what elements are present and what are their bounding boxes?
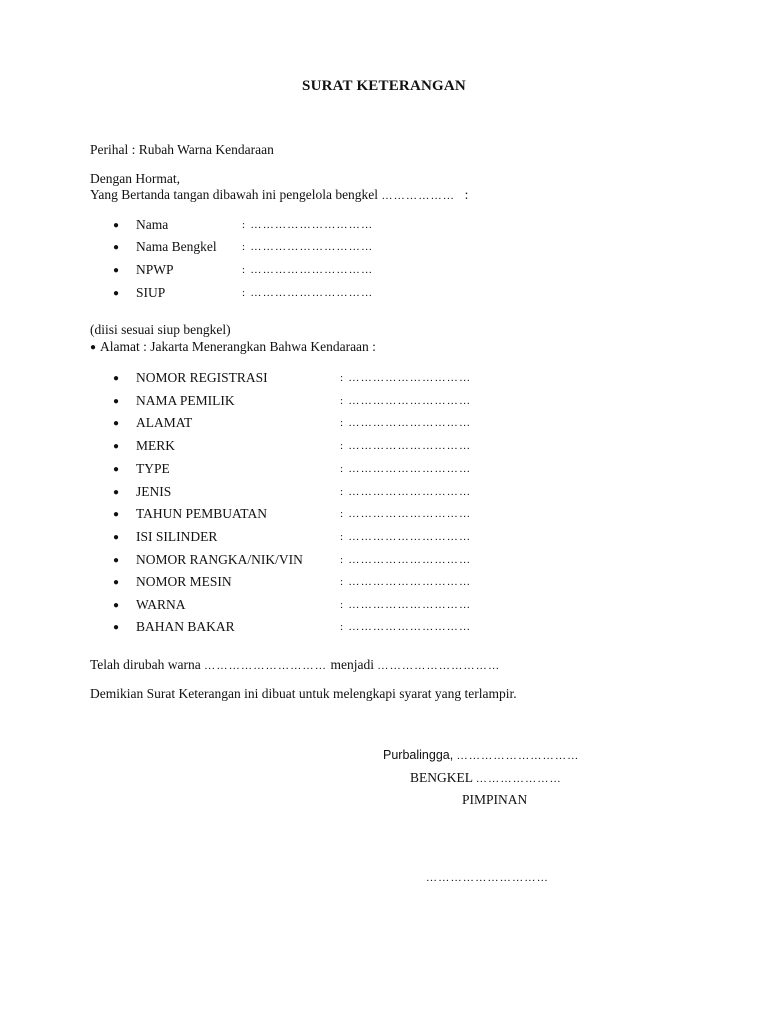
address-text: Alamat : Jakarta Menerangkan Bahwa Kendaraan :	[100, 339, 376, 354]
field-label: MERK	[136, 438, 176, 453]
field-label: SIUP	[136, 285, 166, 300]
field-label: TAHUN PEMBUATAN	[136, 506, 267, 521]
field-value: : …………………………	[340, 508, 472, 520]
place-date-line	[383, 747, 580, 763]
bullet-icon: ●	[113, 577, 120, 588]
bullet-icon: ●	[113, 555, 120, 566]
bullet-icon: ●	[113, 265, 120, 276]
bullet-icon: ●	[113, 487, 120, 498]
bullet-icon: ●	[113, 532, 120, 543]
field-label: ISI SILINDER	[136, 529, 218, 544]
field-value: : …………………………	[340, 463, 472, 475]
date-dots: …………………………	[456, 750, 580, 762]
document-title: SURAT KETERANGAN	[302, 78, 466, 94]
subject-line: Perihal : Rubah Warna Kendaraan	[90, 142, 274, 157]
color-change-middle: menjadi	[330, 657, 375, 672]
color-change-line	[90, 657, 500, 673]
field-label: JENIS	[136, 484, 172, 499]
workshop-line	[410, 770, 562, 786]
closing-statement: Demikian Surat Keterangan ini dibuat untuk melengkapi syarat yang terlampir.	[90, 686, 517, 701]
field-label: ALAMAT	[136, 415, 193, 430]
bullet-icon: ●	[90, 342, 97, 353]
field-value: : …………………………	[340, 531, 472, 543]
signature-dots: …………………………	[426, 872, 549, 884]
field-value: : …………………………	[340, 576, 472, 588]
field-value: : …………………………	[242, 219, 374, 231]
workshop-label: BENGKEL	[410, 770, 473, 785]
field-label: NAMA PEMILIK	[136, 393, 235, 408]
place-name: Purbalingga,	[383, 748, 454, 762]
bullet-icon: ●	[113, 441, 120, 452]
bullet-icon: ●	[113, 396, 120, 407]
bullet-icon: ●	[113, 622, 120, 633]
field-value: : …………………………	[340, 621, 472, 633]
field-value: : …………………………	[340, 599, 472, 611]
field-label: Nama	[136, 217, 169, 232]
bullet-icon: ●	[113, 600, 120, 611]
field-value: : …………………………	[242, 287, 374, 299]
intro-line	[90, 187, 468, 203]
intro-dots: ………………	[381, 190, 456, 202]
field-value: : …………………………	[340, 417, 472, 429]
role-title: PIMPINAN	[462, 792, 528, 807]
bullet-icon: ●	[113, 373, 120, 384]
color-from-dots: …………………………	[204, 660, 328, 672]
field-value: : …………………………	[340, 395, 472, 407]
field-value: : …………………………	[340, 486, 472, 498]
color-to-dots: …………………………	[377, 660, 501, 672]
field-label: NPWP	[136, 262, 174, 277]
intro-colon: :	[464, 187, 469, 202]
color-change-prefix: Telah dirubah warna	[90, 657, 201, 672]
bullet-icon: ●	[113, 464, 120, 475]
workshop-dots: …………………	[475, 773, 562, 785]
field-label: TYPE	[136, 461, 170, 476]
field-label: BAHAN BAKAR	[136, 619, 235, 634]
field-label: NOMOR MESIN	[136, 574, 232, 589]
field-value: : …………………………	[242, 264, 374, 276]
field-label: NOMOR REGISTRASI	[136, 370, 268, 385]
field-value: : …………………………	[340, 554, 472, 566]
field-value: : …………………………	[340, 372, 472, 384]
address-line	[90, 339, 376, 355]
bullet-icon: ●	[113, 220, 120, 231]
bullet-icon: ●	[113, 288, 120, 299]
bullet-icon: ●	[113, 509, 120, 520]
field-value: : …………………………	[242, 241, 374, 253]
salutation: Dengan Hormat,	[90, 171, 180, 186]
note-text: (diisi sesuai siup bengkel)	[90, 322, 231, 337]
field-value: : …………………………	[340, 440, 472, 452]
field-label: WARNA	[136, 597, 186, 612]
field-label: NOMOR RANGKA/NIK/VIN	[136, 552, 303, 567]
field-label: Nama Bengkel	[136, 239, 217, 254]
bullet-icon: ●	[113, 418, 120, 429]
bullet-icon: ●	[113, 242, 120, 253]
intro-text: Yang Bertanda tangan dibawah ini pengelola bengkel	[90, 187, 379, 202]
